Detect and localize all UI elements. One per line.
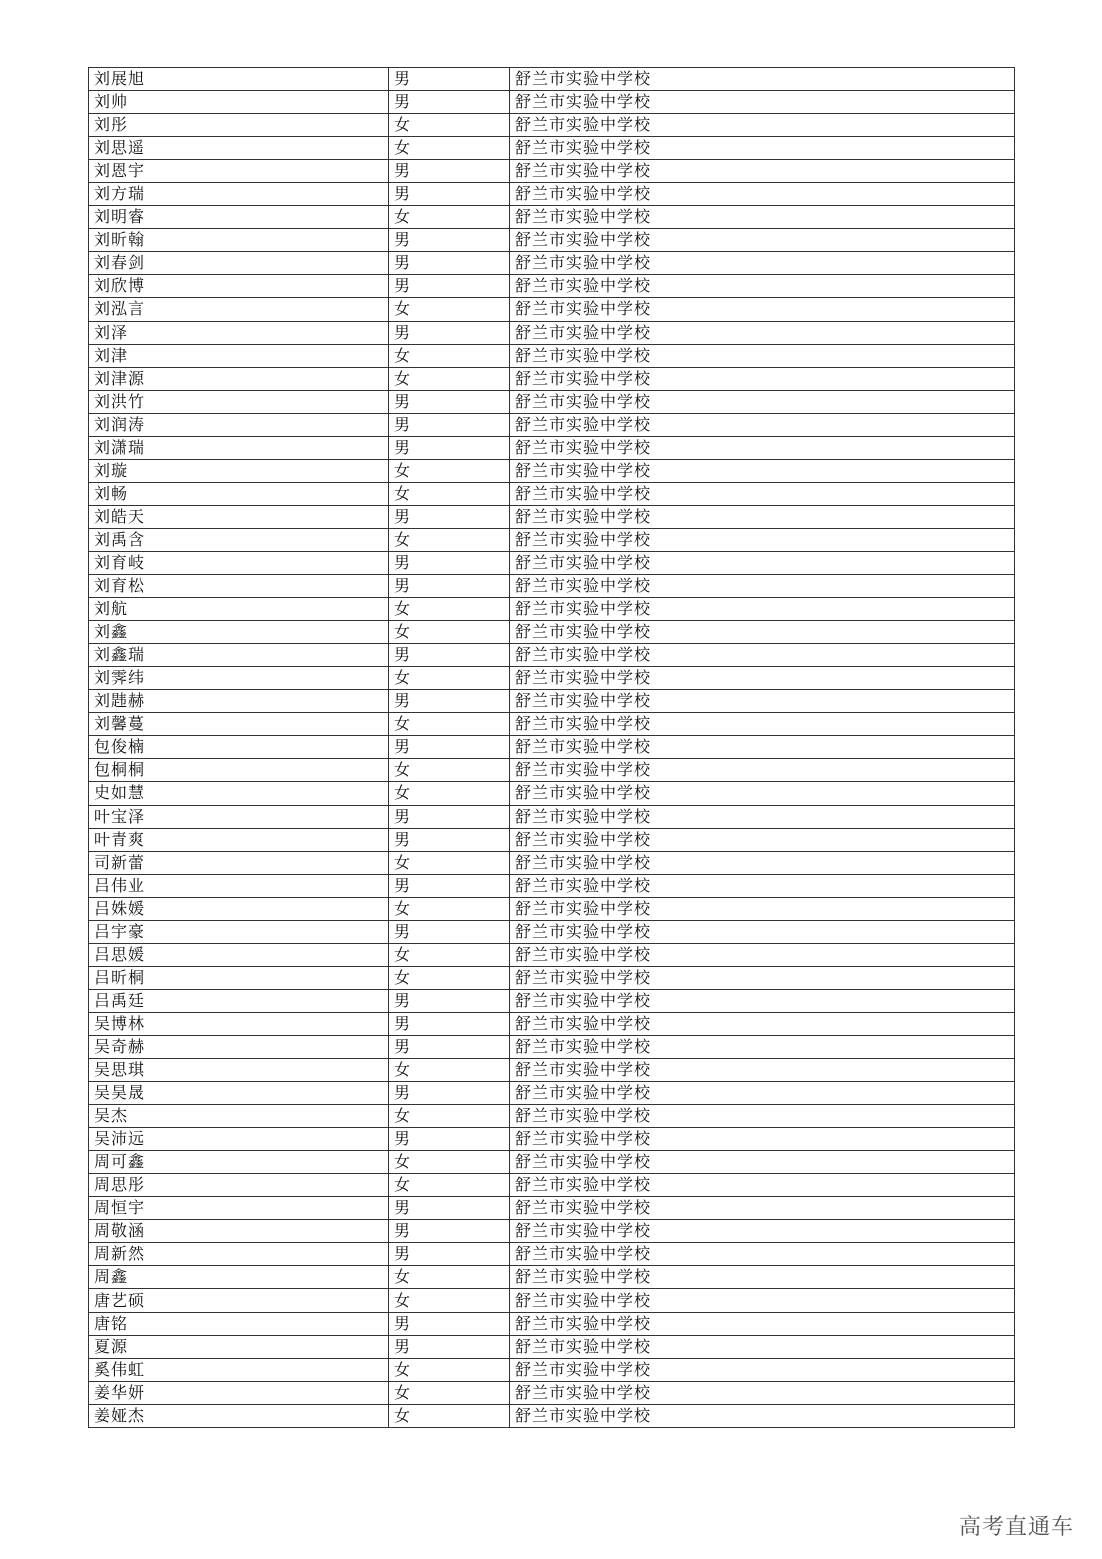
student-name-cell: 刘彤 [89,114,389,137]
table-row [89,1012,1015,1035]
table-row [89,989,1015,1012]
gender-cell: 男 [389,390,510,413]
student-name-cell: 司新蕾 [89,851,389,874]
gender-cell: 女 [389,367,510,390]
student-name-cell: 唐艺硕 [89,1289,389,1312]
school-cell: 舒兰市实验中学校 [510,598,1015,621]
student-roster-table [88,67,1015,1428]
school-cell: 舒兰市实验中学校 [510,252,1015,275]
gender-cell: 男 [389,1220,510,1243]
school-cell: 舒兰市实验中学校 [510,1220,1015,1243]
table-row [89,528,1015,551]
school-cell: 舒兰市实验中学校 [510,1035,1015,1058]
school-cell: 舒兰市实验中学校 [510,68,1015,91]
student-name-cell: 吕禹廷 [89,989,389,1012]
gender-cell: 女 [389,943,510,966]
school-cell: 舒兰市实验中学校 [510,1243,1015,1266]
gender-cell: 男 [389,413,510,436]
school-cell: 舒兰市实验中学校 [510,413,1015,436]
school-cell: 舒兰市实验中学校 [510,966,1015,989]
student-name-cell: 刘霁纬 [89,667,389,690]
school-cell: 舒兰市实验中学校 [510,367,1015,390]
student-name-cell: 刘泽 [89,321,389,344]
student-name-cell: 刘鑫 [89,621,389,644]
school-cell: 舒兰市实验中学校 [510,1289,1015,1312]
student-name-cell: 周鑫 [89,1266,389,1289]
gender-cell: 女 [389,1059,510,1082]
school-cell: 舒兰市实验中学校 [510,943,1015,966]
school-cell: 舒兰市实验中学校 [510,621,1015,644]
gender-cell: 男 [389,1197,510,1220]
gender-cell: 男 [389,1082,510,1105]
student-name-cell: 史如慧 [89,782,389,805]
table-row [89,183,1015,206]
student-name-cell: 刘禹含 [89,528,389,551]
gender-cell: 女 [389,713,510,736]
table-row [89,367,1015,390]
school-cell: 舒兰市实验中学校 [510,528,1015,551]
gender-cell: 男 [389,436,510,459]
student-name-cell: 刘韪赫 [89,690,389,713]
school-cell: 舒兰市实验中学校 [510,229,1015,252]
school-cell: 舒兰市实验中学校 [510,344,1015,367]
gender-cell: 女 [389,966,510,989]
gender-cell: 男 [389,1243,510,1266]
gender-cell: 男 [389,1035,510,1058]
gender-cell: 女 [389,851,510,874]
gender-cell: 男 [389,828,510,851]
student-name-cell: 刘恩宇 [89,160,389,183]
gender-cell: 男 [389,1012,510,1035]
school-cell: 舒兰市实验中学校 [510,482,1015,505]
school-cell: 舒兰市实验中学校 [510,1358,1015,1381]
school-cell: 舒兰市实验中学校 [510,1266,1015,1289]
school-cell: 舒兰市实验中学校 [510,782,1015,805]
gender-cell: 女 [389,459,510,482]
school-cell: 舒兰市实验中学校 [510,1197,1015,1220]
gender-cell: 女 [389,1289,510,1312]
gender-cell: 男 [389,551,510,574]
table-row [89,1358,1015,1381]
student-name-cell: 吴思琪 [89,1059,389,1082]
school-cell: 舒兰市实验中学校 [510,1059,1015,1082]
table-row [89,1220,1015,1243]
table-row [89,1035,1015,1058]
student-name-cell: 刘润涛 [89,413,389,436]
student-name-cell: 姜华妍 [89,1381,389,1404]
gender-cell: 女 [389,667,510,690]
table-row [89,713,1015,736]
student-name-cell: 周恒宇 [89,1197,389,1220]
student-name-cell: 吕昕桐 [89,966,389,989]
table-row [89,1151,1015,1174]
table-row [89,68,1015,91]
gender-cell: 男 [389,575,510,598]
table-row [89,874,1015,897]
gender-cell: 男 [389,183,510,206]
table-row [89,551,1015,574]
student-name-cell: 吕思媛 [89,943,389,966]
table-row [89,459,1015,482]
table-row [89,1174,1015,1197]
table-row [89,920,1015,943]
school-cell: 舒兰市实验中学校 [510,897,1015,920]
school-cell: 舒兰市实验中学校 [510,1381,1015,1404]
gender-cell: 男 [389,229,510,252]
school-cell: 舒兰市实验中学校 [510,736,1015,759]
gender-cell: 女 [389,114,510,137]
student-name-cell: 唐铭 [89,1312,389,1335]
school-cell: 舒兰市实验中学校 [510,91,1015,114]
table-row [89,275,1015,298]
table-row [89,966,1015,989]
table-row [89,1128,1015,1151]
student-name-cell: 刘璇 [89,459,389,482]
student-name-cell: 叶青爽 [89,828,389,851]
school-cell: 舒兰市实验中学校 [510,1312,1015,1335]
table-row [89,91,1015,114]
student-name-cell: 刘航 [89,598,389,621]
gender-cell: 男 [389,690,510,713]
student-name-cell: 周敬涵 [89,1220,389,1243]
student-name-cell: 刘洪竹 [89,390,389,413]
table-row [89,621,1015,644]
gender-cell: 男 [389,1312,510,1335]
gender-cell: 男 [389,321,510,344]
student-name-cell: 吕宇豪 [89,920,389,943]
table-row [89,736,1015,759]
student-name-cell: 刘育松 [89,575,389,598]
roster-body [89,68,1015,1428]
table-row [89,206,1015,229]
table-row [89,390,1015,413]
gender-cell: 女 [389,528,510,551]
school-cell: 舒兰市实验中学校 [510,667,1015,690]
table-row [89,1105,1015,1128]
gender-cell: 男 [389,160,510,183]
student-name-cell: 奚伟虹 [89,1358,389,1381]
table-row [89,482,1015,505]
gender-cell: 女 [389,1266,510,1289]
student-name-cell: 吕伟业 [89,874,389,897]
student-name-cell: 刘昕翰 [89,229,389,252]
school-cell: 舒兰市实验中学校 [510,206,1015,229]
school-cell: 舒兰市实验中学校 [510,459,1015,482]
table-row [89,851,1015,874]
gender-cell: 男 [389,1335,510,1358]
school-cell: 舒兰市实验中学校 [510,436,1015,459]
student-name-cell: 周新然 [89,1243,389,1266]
gender-cell: 男 [389,1128,510,1151]
gender-cell: 男 [389,68,510,91]
gender-cell: 女 [389,621,510,644]
watermark: 高考直通车 [958,1515,1074,1540]
table-row [89,413,1015,436]
school-cell: 舒兰市实验中学校 [510,114,1015,137]
table-row [89,828,1015,851]
student-name-cell: 吴博林 [89,1012,389,1035]
student-name-cell: 包桐桐 [89,759,389,782]
school-cell: 舒兰市实验中学校 [510,851,1015,874]
gender-cell: 女 [389,1358,510,1381]
school-cell: 舒兰市实验中学校 [510,321,1015,344]
student-name-cell: 吴奇赫 [89,1035,389,1058]
gender-cell: 女 [389,1105,510,1128]
gender-cell: 男 [389,252,510,275]
gender-cell: 男 [389,805,510,828]
gender-cell: 女 [389,1381,510,1404]
school-cell: 舒兰市实验中学校 [510,759,1015,782]
school-cell: 舒兰市实验中学校 [510,551,1015,574]
table-row [89,759,1015,782]
gender-cell: 女 [389,482,510,505]
student-name-cell: 刘津 [89,344,389,367]
school-cell: 舒兰市实验中学校 [510,989,1015,1012]
school-cell: 舒兰市实验中学校 [510,505,1015,528]
student-name-cell: 吴昊晟 [89,1082,389,1105]
gender-cell: 女 [389,344,510,367]
table-row [89,1059,1015,1082]
gender-cell: 女 [389,137,510,160]
gender-cell: 男 [389,989,510,1012]
table-row [89,505,1015,528]
school-cell: 舒兰市实验中学校 [510,1174,1015,1197]
table-row [89,644,1015,667]
table-row [89,598,1015,621]
student-name-cell: 刘方瑞 [89,183,389,206]
student-name-cell: 刘欣博 [89,275,389,298]
school-cell: 舒兰市实验中学校 [510,828,1015,851]
table-row [89,943,1015,966]
school-cell: 舒兰市实验中学校 [510,713,1015,736]
student-name-cell: 周可鑫 [89,1151,389,1174]
student-name-cell: 姜娅杰 [89,1404,389,1427]
table-row [89,1289,1015,1312]
school-cell: 舒兰市实验中学校 [510,183,1015,206]
table-row [89,690,1015,713]
gender-cell: 女 [389,1174,510,1197]
school-cell: 舒兰市实验中学校 [510,160,1015,183]
table-row [89,1243,1015,1266]
student-name-cell: 吴杰 [89,1105,389,1128]
gender-cell: 女 [389,598,510,621]
table-row [89,1197,1015,1220]
school-cell: 舒兰市实验中学校 [510,575,1015,598]
gender-cell: 女 [389,897,510,920]
school-cell: 舒兰市实验中学校 [510,920,1015,943]
student-name-cell: 周思彤 [89,1174,389,1197]
student-name-cell: 吕姝媛 [89,897,389,920]
school-cell: 舒兰市实验中学校 [510,1128,1015,1151]
table-row [89,782,1015,805]
school-cell: 舒兰市实验中学校 [510,1082,1015,1105]
student-name-cell: 刘馨蔓 [89,713,389,736]
student-name-cell: 叶宝泽 [89,805,389,828]
gender-cell: 男 [389,644,510,667]
student-name-cell: 夏源 [89,1335,389,1358]
table-row [89,344,1015,367]
gender-cell: 男 [389,736,510,759]
table-row [89,1335,1015,1358]
student-name-cell: 刘帅 [89,91,389,114]
student-name-cell: 刘明睿 [89,206,389,229]
gender-cell: 女 [389,1151,510,1174]
table-row [89,114,1015,137]
table-row [89,805,1015,828]
school-cell: 舒兰市实验中学校 [510,1151,1015,1174]
gender-cell: 女 [389,206,510,229]
student-name-cell: 刘思遥 [89,137,389,160]
school-cell: 舒兰市实验中学校 [510,874,1015,897]
school-cell: 舒兰市实验中学校 [510,1105,1015,1128]
gender-cell: 男 [389,91,510,114]
school-cell: 舒兰市实验中学校 [510,390,1015,413]
gender-cell: 女 [389,298,510,321]
student-name-cell: 刘鑫瑞 [89,644,389,667]
table-row [89,160,1015,183]
school-cell: 舒兰市实验中学校 [510,805,1015,828]
student-name-cell: 吴沛远 [89,1128,389,1151]
school-cell: 舒兰市实验中学校 [510,1335,1015,1358]
table-row [89,1404,1015,1427]
table-row [89,667,1015,690]
school-cell: 舒兰市实验中学校 [510,137,1015,160]
student-name-cell: 刘津源 [89,367,389,390]
gender-cell: 男 [389,874,510,897]
student-name-cell: 包俊楠 [89,736,389,759]
table-row [89,298,1015,321]
table-row [89,1381,1015,1404]
student-name-cell: 刘皓天 [89,505,389,528]
school-cell: 舒兰市实验中学校 [510,644,1015,667]
table-row [89,897,1015,920]
table-row [89,137,1015,160]
table-row [89,436,1015,459]
gender-cell: 男 [389,505,510,528]
school-cell: 舒兰市实验中学校 [510,275,1015,298]
table-row [89,575,1015,598]
gender-cell: 女 [389,782,510,805]
student-name-cell: 刘展旭 [89,68,389,91]
student-name-cell: 刘育岐 [89,551,389,574]
school-cell: 舒兰市实验中学校 [510,298,1015,321]
table-row [89,321,1015,344]
school-cell: 舒兰市实验中学校 [510,690,1015,713]
gender-cell: 女 [389,1404,510,1427]
gender-cell: 男 [389,920,510,943]
table-row [89,1266,1015,1289]
student-name-cell: 刘畅 [89,482,389,505]
school-cell: 舒兰市实验中学校 [510,1404,1015,1427]
table-row [89,252,1015,275]
table-row [89,1312,1015,1335]
gender-cell: 男 [389,275,510,298]
gender-cell: 女 [389,759,510,782]
student-name-cell: 刘泓言 [89,298,389,321]
table-row [89,1082,1015,1105]
school-cell: 舒兰市实验中学校 [510,1012,1015,1035]
table-row [89,229,1015,252]
student-name-cell: 刘春剑 [89,252,389,275]
student-name-cell: 刘潇瑞 [89,436,389,459]
